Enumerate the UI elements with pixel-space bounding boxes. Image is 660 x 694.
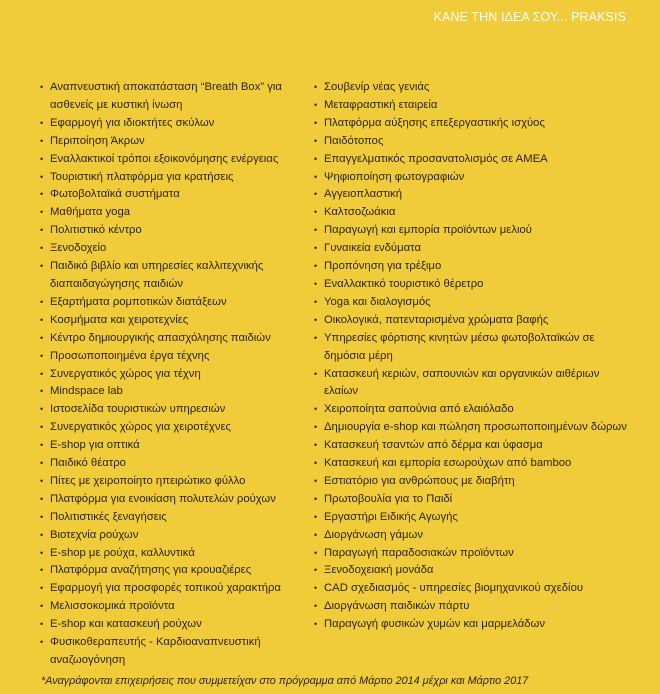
list-item: • E-shop με ρούχα, καλλυντικά (40, 545, 310, 563)
list-item: • Μεταφραστική εταιρεία (314, 97, 634, 115)
list-item: • Πρωτοβουλία για το Παιδί (314, 491, 634, 509)
list-item: • Καλτσοζωάκια (314, 204, 634, 222)
list-item: • Mindspace lab (40, 383, 310, 401)
list-item: • Χειροποίητα σαπούνια από ελαιόλαδο (314, 401, 634, 419)
list-item: • Yoga και διαλογισμός (314, 294, 634, 312)
business-list-right (314, 79, 634, 634)
list-item: • Τουριστική πλατφόρμα για κρατήσεις (40, 169, 310, 187)
list-item: • Φωτοβολταϊκά συστήματα (40, 186, 310, 204)
list-item: • Διοργάνωση γάμων (314, 527, 634, 545)
list-item: • Εφαρμογή για προσφορές τοπικού χαρακτήρα (40, 580, 310, 598)
list-item: • Παιδικό θέατρο (40, 455, 310, 473)
list-item: • Παιδότοπος (314, 133, 634, 151)
list-item: • Εναλλακτικοί τρόποι εξοικονόμησης ενέργειας (40, 151, 310, 169)
list-item: • Παραγωγή φυσικών χυμών και μαρμελάδων (314, 616, 634, 634)
list-item: • Συνεργατικός χώρος για χειροτέχνες (40, 419, 310, 437)
list-item: • Κέντρο δημιουργικής απασχόλησης παιδιών (40, 330, 310, 348)
list-item: • Συνεργατικός χώρος για τέχνη (40, 366, 310, 384)
list-item: • Πλατφόρμα αναζήτησης για κρουαζιέρες (40, 562, 310, 580)
list-item: • CAD σχεδιασμός - υπηρεσίες βιομηχανικού σχεδίου (314, 580, 634, 598)
list-item: • Κατασκευή και εμπορία εσωρούχων από bamboo (314, 455, 634, 473)
list-item: • Υπηρεσίες φόρτισης κινητών μέσω φωτοβολταϊκών σε δημόσια μέρη (314, 330, 634, 366)
list-item: • Παραγωγή παραδοσιακών προϊόντων (314, 545, 634, 563)
business-list-left (40, 79, 310, 670)
list-item: • Πολιτιστικές ξεναγήσεις (40, 509, 310, 527)
list-item: • Κατασκευή τσαντών από δέρμα και ύφασμα (314, 437, 634, 455)
list-item: • Εναλλακτικό τουριστικό θέρετρο (314, 276, 634, 294)
footnote: *Αναγράφονται επιχειρήσεις που συμμετείχαν στο πρόγραμμα από Μάρτιο 2014 μέχρι και Μάρτιο 2017 (41, 675, 529, 687)
list-item: • Μελισσοκομικά προϊόντα (40, 598, 310, 616)
list-item: • Εργαστήρι Ειδικής Αγωγής (314, 509, 634, 527)
list-item: • Ξενοδοχειακή μονάδα (314, 562, 634, 580)
list-item: • Φυσικοθεραπευτής - Καρδιοαναπνευστική αναζωογόνηση (40, 634, 310, 670)
list-item: • Ιστοσελίδα τουριστικών υπηρεσιών (40, 401, 310, 419)
list-item: • Εστιατόριο για ανθρώπους με διαβήτη (314, 473, 634, 491)
list-item: • Εξαρτήματα ρομποτικών διατάξεων (40, 294, 310, 312)
list-item: • E-shop για οπτικά (40, 437, 310, 455)
list-item: • Διοργάνωση παιδικών πάρτυ (314, 598, 634, 616)
list-item: • Πλατφόρμα για ενοικίαση πολυτελών ρούχων (40, 491, 310, 509)
list-item: • Οικολογικά, πατενταρισμένα χρώματα βαφής (314, 312, 634, 330)
list-item: • Σουβενίρ νέας γενιάς (314, 79, 634, 97)
list-item: • E-shop και κατασκευή ρούχων (40, 616, 310, 634)
list-item: • Προπόνηση για τρέξιμο (314, 258, 634, 276)
list-item: • Βιοτεχνία ρούχων (40, 527, 310, 545)
list-item: • Εφαρμογή για ιδιοκτήτες σκύλων (40, 115, 310, 133)
list-item: • Πολιτιστικό κέντρο (40, 222, 310, 240)
list-item: • Αναπνευστική αποκατάσταση “Breath Box” για ασθενείς με κυστική ίνωση (40, 79, 310, 115)
list-item: • Παραγωγή και εμπορία προϊόντων μελιού (314, 222, 634, 240)
list-item: • Δημιουργία e-shop και πώληση προσωποποιημένων δώρων (314, 419, 634, 437)
list-item: • Μαθήματα yoga (40, 204, 310, 222)
list-item: • Επαγγελματικός προσανατολισμός σε ΑΜΕΑ (314, 151, 634, 169)
list-item: • Περιποίηση Άκρων (40, 133, 310, 151)
list-item: • Ξενοδοχείο (40, 240, 310, 258)
list-item: • Κατασκευή κεριών, σαπουνιών και οργανικών αιθέριων ελαίων (314, 366, 634, 402)
list-item: • Προσωποποιημένα έργα τέχνης (40, 348, 310, 366)
list-item: • Πλατφόρμα αύξησης επεξεργαστικής ισχύος (314, 115, 634, 133)
list-item: • Ψηφιοποίηση φωτογραφιών (314, 169, 634, 187)
list-item: • Κοσμήματα και χειροτεχνίες (40, 312, 310, 330)
list-item: • Γυναικεία ενδύματα (314, 240, 634, 258)
list-item: • Πίτες με χειροποίητο ηπειρώτικο φύλλο (40, 473, 310, 491)
list-item: • Αγγειοπλαστική (314, 186, 634, 204)
list-item: • Παιδικό βιβλίο και υπηρεσίες καλλιτεχνικής διαπαιδαγώγησης παιδιών (40, 258, 310, 294)
page-header-title: ΚΑΝΕ ΤΗΝ ΙΔΕΑ ΣΟΥ... PRAKSIS (433, 10, 626, 24)
